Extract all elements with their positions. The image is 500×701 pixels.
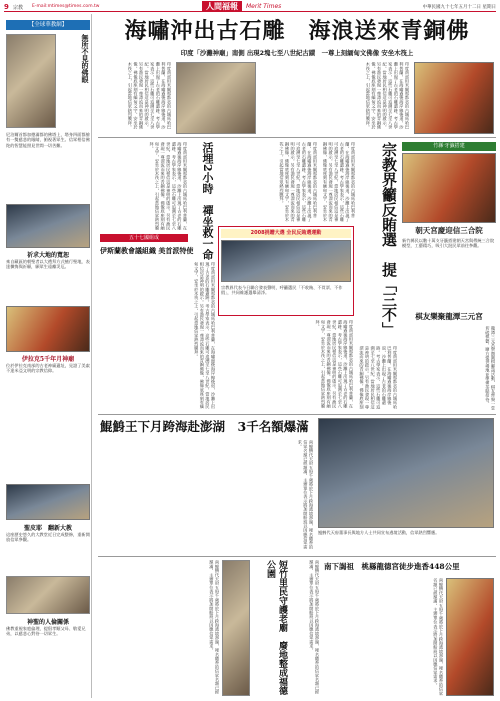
masthead-logo: 人間福報 [202,1,242,12]
main-headline: 海嘯沖出古石雕 海浪送來青銅佛 [124,18,470,44]
bottom-headline: 南下謁祖 桃縣龍德宮徒步進香448公里 [324,562,460,571]
toothpick-temple-photo [402,153,496,223]
left-column [4,14,92,698]
temple-ceremony-photo [318,418,494,528]
right-section-title: 棋友樂聚龍潭三元宮 [415,312,483,321]
item-body-4: 這座歷史悠久的大教堂近日完成整修，重新開放信眾參觀。 [6,532,90,543]
pilgrim-photo [6,204,90,248]
story1-body-a: 印度南部坦米爾那都省的古城馬哈巴利普蘭，在海嘯過後海岸線後退，沙灘上出現了古老的石雕遺跡。考古學家表示，這些石雕可追溯至七至八世紀，當地居民相信這是神明的啟示。另有漁民發現一尊漂流而來的青銅佛像，佛像底座刻有緬甸文字，安坐於木筏之上，引起當地信眾熱烈膜拜。 [127,62,172,130]
bottom-vertical-headline: 短竹里民守護老廟 廢地整成福德公園 [265,560,287,695]
item-body-1: 尼泊爾首都加德滿都的佛塔上，塔身四面都繪有一雙慈悲的眼睛，俯視著眾生。信眾相信佛陀的智慧能照見世間一切苦難。 [6,132,90,148]
story1-body-b: 印度南部坦米爾那都省的古城馬哈巴利普蘭，在海嘯過後海岸線後退，沙灘上出現了古老的石雕遺跡。考古學家表示，這些石雕可追溯至七至八世紀，當地居民相信這是神明的啟示。另有漁民發現一尊漂流而來的青銅佛像，佛像底座刻有緬甸文字，安坐於木筏之上，引起當地信眾熱烈膜拜。 [365,62,410,130]
page-number: 9 [4,3,9,11]
masthead-english: Merit Times [246,3,282,10]
item-title-3: 伊拉克5千年月神廟 [21,356,75,363]
photo-caption-banner: 2008捐贈大選 全民反賄選運動 [221,229,351,238]
main-subhead: 印度「沙灘神廟」南側 出現2塊七至八世紀古蹟 一尊上刻緬甸文佛像 安坐木筏上 [180,49,414,57]
lower-left-body: 印度南部坦米爾那都省的古城馬哈巴利普蘭，在海嘯過後海岸線後退，沙灘上出現了古老的石雕遺跡。考古學家表示，這些石雕可追溯至七至八世紀，當地居民相信這是神明的啟示。另有漁民發現一尊漂流而來的青銅佛像，佛像底座刻有緬甸文字，安坐於木筏之上，引起當地信眾熱烈膜拜。 [194,262,216,409]
bottom-body-b: 南鯤鯓代天府五府千歲將於下月跨海遶境澎湖，報名隨香的信眾名額已經額滿，主辦單位表示將加開船班以因應信眾需求。 [309,560,320,695]
item-title-2: 祈求大地的寬恕 [26,252,69,259]
sub-banner: 五十七國組成 [100,234,188,242]
divider-2 [98,414,496,415]
item-title-5: 神聖的人倫關係 [26,619,69,626]
bottom-body-a: 南鯤鯓代天府五府千歲將於下月跨海遶境澎湖，報名隨香的信眾名額已經額滿，主辦單位表示將加開船班以因應信眾需求。 [209,560,220,695]
left-banner: 【全球華教網】 [6,20,90,30]
item-title-1: 無所不見的佛眼 [81,34,90,83]
item-title-4: 聖皮耶 翻新大教 [23,525,72,532]
section-label: 宗教 [13,5,24,11]
cabinet-body: 印度南部坦米爾那都省的古城馬哈巴利普蘭，在海嘯過後海岸線後退，沙灘上出現了古老的石雕遺跡。考古學家表示，這些石雕可追溯至七至八世紀，當地居民相信這是神明的啟示。另有漁民發現一尊漂流而來的青銅佛像，佛像底座刻 [359,346,398,409]
bottom-body-c: 南鯤鯓代天府五府千歲將於下月跨海遶境澎湖，報名隨香的信眾名額已經額滿，主辦單位表示將加開船班以因應信眾需求。 [433,578,444,696]
right-section-body: 龍潭三元宮舉辦圍棋聯誼活動，棋友齊聚一堂切磋棋藝，廟方提供場地並準備茶點招待。 [485,326,496,410]
lower-headline: 鯤鯓王下月跨海赴澎湖 3千名額爆滿 [100,419,309,434]
header-date: 中華民國九十七年五月十二日 星期日 [422,5,496,10]
item-body-3: 位於伊拉克南部的古老神廟遺址，見證了美索不達米亞文明的宗教信仰。 [6,363,90,374]
bribery-headline: 宗教界籲反賄選 提「三不」 [380,142,398,337]
buddha-statue-photo [176,62,256,134]
right-feature-title: 朝天宮慶迎信三合院 [415,226,483,235]
stone-carving-photo [414,62,494,134]
divider-1 [98,137,496,138]
lower-body-a: 南鯤鯓代天府五府千歲將於下月跨海遶境澎湖，報名隨香的信眾名額已經額滿，主辦單位表示將加開船班以因應信眾需求。 [297,440,314,549]
lower-photo-caption: 鯤鯓代天府董事長與地方人士共同宣布遶境活動，信眾熱烈響應。 [318,530,440,535]
right-feature-banner: 竹縣‧牙籤搭建 [402,142,496,151]
right-feature-body: 新竹縣民以數十萬支牙籤搭建朝天宮與傳統三合院模型，工藝精巧，吸引大批民眾前往參觀。 [402,238,495,249]
press-conference-photo [221,240,351,282]
header-email: E-mail:mtimes@times.com.tw [32,4,100,9]
divider-3 [98,556,496,557]
temple-park-photo [222,560,250,696]
meditation-headline: 活埋2小時 禪坐救一命 [201,142,214,260]
page-header [4,2,496,12]
center-body-1: 印度南部坦米爾那都省的古城馬哈巴利普蘭，在海嘯過後海岸線後退，沙灘上出現了古老的石雕遺跡。考古學家表示，這些石雕可追溯至七至八世紀，當地居民相信這是神明的啟示。另有漁民發現一尊漂流而來的青銅佛像，佛像底座刻有緬甸文字，安坐於木筏之上，引起當地信眾熱烈膜拜。 [279,142,318,222]
center-body-2: 印度南部坦米爾那都省的古城馬哈巴利普蘭，在海嘯過後海岸線後退，沙灘上出現了古老的石雕遺跡。考古學家表示，這些石雕可追溯至七至八世紀，當地居民相信這是神明的啟示。另有漁民發現一尊漂流而來的青銅佛像，佛像底座刻有緬甸文字，安坐於木 [323,142,356,222]
temple-ruins-photo [6,306,90,352]
meditation-body: 印度南部坦米爾那都省的古城馬哈巴利普蘭，在海嘯過後海岸線後退，沙灘上出現了古老的石雕遺跡。考古學家表示，這些石雕可追溯至七至八世紀，當地居民相信這是神明的啟示。另有漁民發現一尊漂流而來的青銅佛像，佛像底座刻有緬甸文字，安坐於木筏之上，引起當地信眾熱烈膜拜。 [149,142,188,230]
family-photo [6,576,90,614]
center-lower-body: 印度南部坦米爾那都省的古城馬哈巴利普蘭，在海嘯過後海岸線後退，沙灘上出現了古老的石雕遺跡。考古學家表示，這些石雕可追溯至七至八世紀，當地居民相信這是神明的啟示。另有漁民發現一尊漂流而來的青銅佛像，佛像底座刻有緬甸文字，安坐於木筏之上，引起當地信眾熱烈膜拜。 [315,320,354,408]
stupa-eyes-photo [6,34,56,128]
pilgrimage-photo [446,578,494,696]
cathedral-photo [6,484,90,520]
sub-headline: 伊斯蘭教會議組織 美首派特使 [100,246,194,255]
item-body-5: 佛教重視家庭倫理，提倡孝順父母、敬愛兄弟，以慈悲心對待一切眾生。 [6,626,86,637]
item-body-2: 來自藏區的朝聖者以大禮拜方式繞行聖地，表達懺悔與祈願，願眾生遠離災厄。 [6,259,90,270]
photo-caption: 宗教界代表今日聯合發表聲明，呼籲選民「不收賄、不買票、不作假」，共同維護選舉清淨。 [221,285,343,296]
anti-bribery-photo-block [218,226,354,316]
